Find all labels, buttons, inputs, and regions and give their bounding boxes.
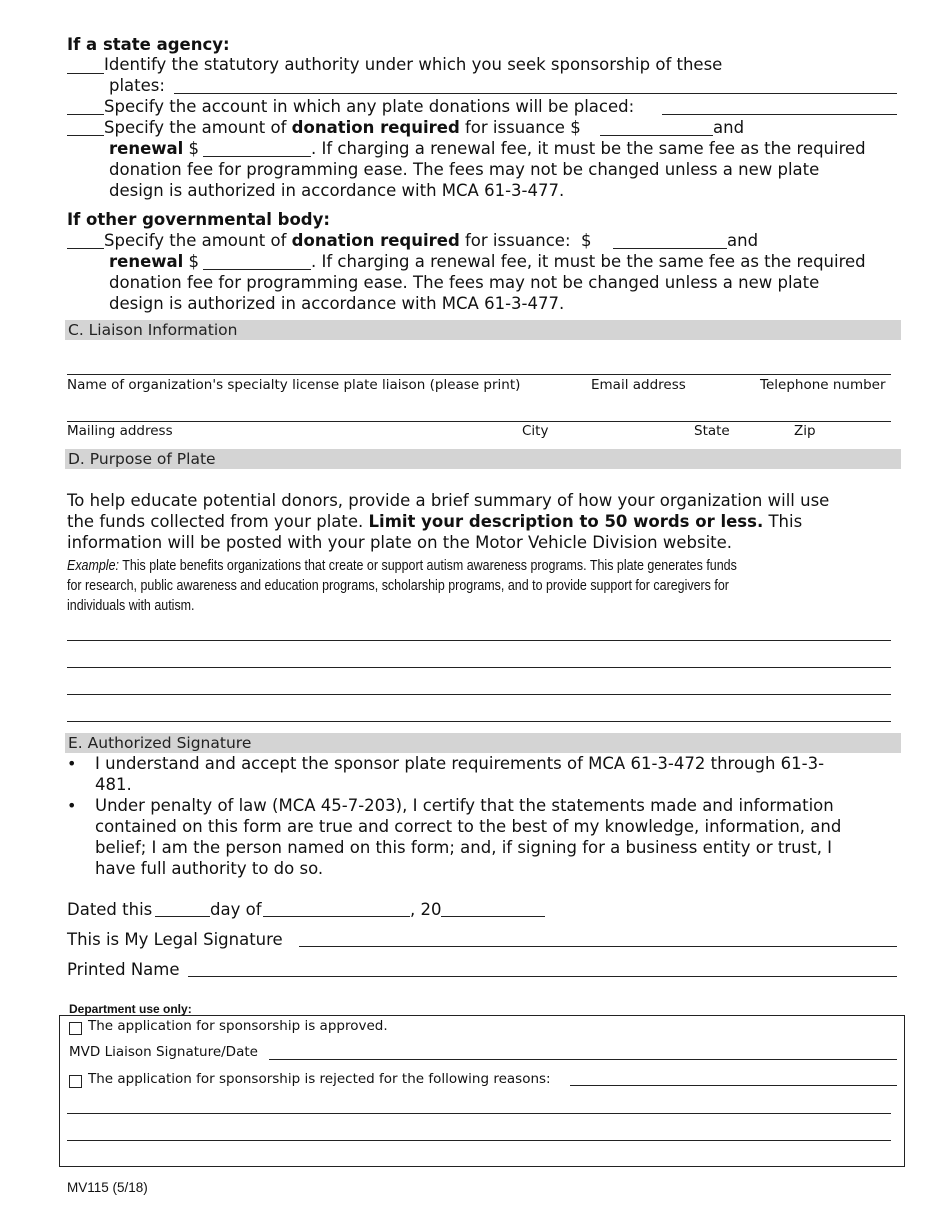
mailing-address-field[interactable]	[67, 421, 891, 422]
city-label: City	[522, 423, 549, 439]
purpose-line-4[interactable]	[67, 721, 891, 722]
bullet-2-line-1: Under penalty of law (MCA 45-7-203), I certify that the statements made and information	[95, 796, 834, 815]
dated-this-label: Dated this	[67, 900, 153, 919]
legal-signature-field[interactable]	[299, 946, 897, 947]
purpose-line-3[interactable]	[67, 694, 891, 695]
other-donation-post: for issuance: $	[459, 231, 592, 250]
other-renewal-bold: renewal	[109, 252, 184, 271]
other-renewal-line	[109, 251, 199, 272]
rejected-label: The application for sponsorship is rejected for the following reasons:	[88, 1071, 551, 1087]
email-label: Email address	[591, 377, 686, 393]
state-authority-check-blank[interactable]	[67, 73, 104, 74]
example-text-1: This plate benefits organizations that create or support autism awareness programs. This plate generates funds	[118, 558, 737, 574]
printed-name-field[interactable]	[188, 976, 897, 977]
mvd-liaison-signature-label: MVD Liaison Signature/Date	[69, 1044, 258, 1060]
other-body-heading: If other governmental body:	[67, 210, 330, 229]
state-donation-post: for issuance $	[459, 118, 581, 137]
state-donation-bold: donation required	[291, 118, 460, 137]
state-and-label: and	[713, 118, 745, 137]
printed-name-label: Printed Name	[67, 960, 180, 979]
state-renewal-post: . If charging a renewal fee, it must be the same fee as the required	[311, 139, 866, 158]
state-renewal-amount-field[interactable]	[203, 156, 311, 157]
bullet-1-line-2: 481.	[95, 775, 132, 794]
other-issuance-amount-field[interactable]	[613, 248, 727, 249]
other-fee-text-2: design is authorized in accordance with MCA 61-3-477.	[109, 294, 565, 313]
state-donation-check-blank[interactable]	[67, 135, 104, 136]
telephone-label: Telephone number	[760, 377, 886, 393]
approved-checkbox[interactable]	[69, 1022, 82, 1035]
account-text: Specify the account in which any plate donations will be placed:	[104, 97, 635, 116]
liaison-name-label: Name of organization's specialty license plate liaison (please print)	[67, 377, 521, 393]
state-issuance-amount-field[interactable]	[600, 135, 713, 136]
purpose-text-3: information will be posted with your plate on the Motor Vehicle Division website.	[67, 533, 733, 552]
other-renewal-post: . If charging a renewal fee, it must be the same fee as the required	[311, 252, 866, 271]
other-donation-text	[104, 230, 592, 251]
bullet-2-line-2: contained on this form are true and correct to the best of my knowledge, information, and	[95, 817, 842, 836]
bullet-2-line-4: have full authority to do so.	[95, 859, 324, 878]
purpose-text-2-pre: the funds collected from your plate.	[67, 512, 369, 531]
bullet-1-dot: •	[67, 754, 77, 773]
donation-account-field[interactable]	[662, 114, 897, 115]
section-d-header: D. Purpose of Plate	[65, 449, 901, 469]
example-line-3: individuals with autism.	[67, 598, 195, 614]
purpose-line-2[interactable]	[67, 667, 891, 668]
state-label: State	[694, 423, 730, 439]
state-renewal-bold: renewal	[109, 139, 184, 158]
state-donation-text	[104, 117, 581, 138]
purpose-limit-bold: Limit your description to 50 words or less.	[368, 512, 764, 531]
state-fee-text-2: design is authorized in accordance with MCA 61-3-477.	[109, 181, 565, 200]
liaison-info-field[interactable]	[67, 374, 891, 375]
other-donation-check-blank[interactable]	[67, 248, 104, 249]
other-fee-text-1: donation fee for programming ease. The fees may not be changed unless a new plate	[109, 273, 820, 292]
other-renewal-dollar: $	[183, 252, 200, 271]
purpose-text-2	[67, 511, 802, 532]
rejected-reasons-field-2[interactable]	[67, 1113, 891, 1114]
approved-label: The application for sponsorship is approved.	[88, 1018, 388, 1034]
state-renewal-line	[109, 138, 199, 159]
mvd-liaison-signature-field[interactable]	[269, 1059, 897, 1060]
section-c-header: C. Liaison Information	[65, 320, 901, 340]
department-use-box	[59, 1015, 905, 1167]
day-of-label: day of	[210, 900, 262, 919]
state-renewal-dollar: $	[183, 139, 200, 158]
day-field[interactable]	[155, 916, 210, 917]
mailing-address-label: Mailing address	[67, 423, 173, 439]
bullet-2-line-3: belief; I am the person named on this form; and, if signing for a business entity or trust, I	[95, 838, 833, 857]
other-donation-bold: donation required	[291, 231, 460, 250]
bullet-2-dot: •	[67, 796, 77, 815]
year-prefix-label: , 20	[410, 900, 442, 919]
example-label: Example:	[67, 558, 119, 574]
rejected-checkbox[interactable]	[69, 1075, 82, 1088]
department-use-title: Department use only:	[69, 1002, 192, 1016]
signature-label: This is My Legal Signature	[67, 930, 283, 949]
month-field[interactable]	[263, 916, 410, 917]
state-authority-text: Identify the statutory authority under which you seek sponsorship of these	[104, 55, 723, 74]
purpose-line-1[interactable]	[67, 640, 891, 641]
bullet-1-line-1: I understand and accept the sponsor plate requirements of MCA 61-3-472 through 61-3-	[95, 754, 825, 773]
account-check-blank[interactable]	[67, 114, 104, 115]
form-id: MV115 (5/18)	[67, 1180, 148, 1195]
example-line-2: for research, public awareness and education programs, scholarship programs, and to provide support for caregivers for	[67, 578, 729, 594]
rejected-reasons-field-3[interactable]	[67, 1140, 891, 1141]
section-e-header: E. Authorized Signature	[65, 733, 901, 753]
other-and-label: and	[727, 231, 759, 250]
statutory-authority-field[interactable]	[174, 93, 897, 94]
other-renewal-amount-field[interactable]	[203, 269, 311, 270]
state-donation-pre: Specify the amount of	[104, 118, 292, 137]
zip-label: Zip	[794, 423, 816, 439]
purpose-text-1: To help educate potential donors, provide a brief summary of how your organization will use	[67, 491, 830, 510]
state-fee-text-1: donation fee for programming ease. The fees may not be changed unless a new plate	[109, 160, 820, 179]
example-line-1	[67, 556, 888, 576]
rejected-reasons-field-1[interactable]	[570, 1085, 897, 1086]
year-field[interactable]	[441, 916, 545, 917]
state-agency-heading: If a state agency:	[67, 35, 230, 54]
other-donation-pre: Specify the amount of	[104, 231, 292, 250]
purpose-text-2-post: This	[763, 512, 803, 531]
state-authority-text-cont: plates:	[109, 76, 165, 95]
